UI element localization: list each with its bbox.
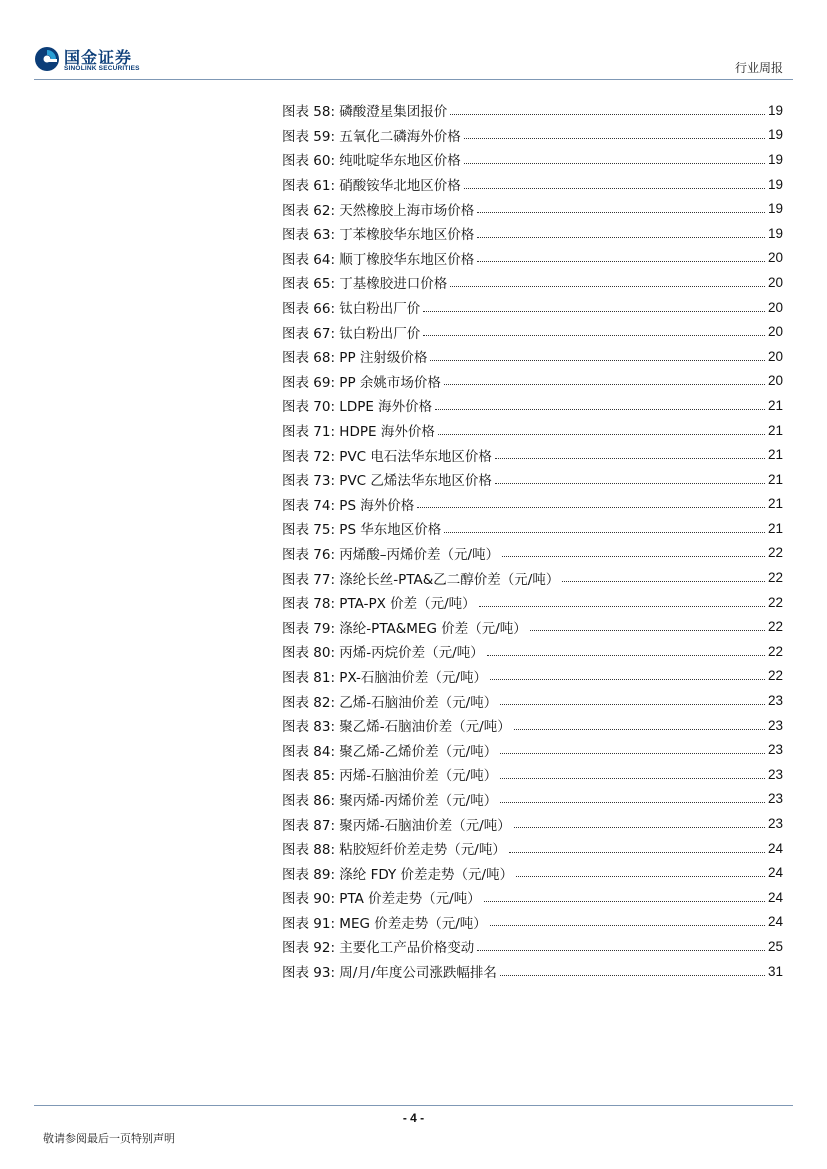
- toc-dot-leader: [495, 458, 765, 459]
- toc-entry-label: 图表 71: HDPE 海外价格: [282, 424, 435, 441]
- toc-entry-label: 图表 68: PP 注射级价格: [282, 350, 428, 367]
- toc-entry[interactable]: [282, 172, 783, 197]
- toc-dot-leader: [490, 925, 765, 926]
- toc-entry[interactable]: [282, 492, 783, 517]
- toc-dot-leader: [500, 753, 765, 754]
- toc-entry[interactable]: [282, 98, 783, 123]
- logo-english-name: SINOLINK SECURITIES: [64, 65, 140, 72]
- toc-dot-leader: [435, 409, 765, 410]
- toc-entry-page: 21: [767, 471, 783, 487]
- toc-entry-page: 24: [767, 914, 783, 930]
- toc-entry-page: 19: [767, 151, 783, 167]
- toc-entry-label: 图表 61: 硝酸铵华北地区价格: [282, 178, 461, 195]
- toc-dot-leader: [477, 261, 765, 262]
- toc-entry-page: 19: [767, 102, 783, 118]
- toc-entry-label: 图表 64: 顺丁橡胶华东地区价格: [282, 251, 475, 268]
- header-divider: [34, 79, 793, 80]
- toc-entry-label: 图表 86: 聚丙烯-丙烯价差（元/吨）: [282, 792, 498, 809]
- toc-dot-leader: [500, 975, 765, 976]
- toc-entry[interactable]: [282, 295, 783, 320]
- toc-entry[interactable]: [282, 565, 783, 590]
- toc-entry-page: 19: [767, 225, 783, 241]
- toc-dot-leader: [444, 532, 765, 533]
- toc-entry[interactable]: [282, 664, 783, 689]
- toc-entry-page: 24: [767, 840, 783, 856]
- toc-entry[interactable]: [282, 123, 783, 148]
- toc-entry-page: 21: [767, 496, 783, 512]
- toc-entry-label: 图表 80: 丙烯-丙烷价差（元/吨）: [282, 645, 484, 662]
- toc-entry-page: 24: [767, 889, 783, 905]
- toc-entry[interactable]: [282, 541, 783, 566]
- toc-dot-leader: [417, 507, 765, 508]
- toc-dot-leader: [500, 704, 765, 705]
- toc-entry-page: 31: [767, 963, 783, 979]
- toc-entry-page: 20: [767, 250, 783, 266]
- toc-dot-leader: [514, 729, 765, 730]
- toc-entry-label: 图表 89: 涤纶 FDY 价差走势（元/吨）: [282, 866, 514, 883]
- toc-dot-leader: [444, 384, 765, 385]
- toc-dot-leader: [495, 483, 765, 484]
- toc-entry[interactable]: [282, 713, 783, 738]
- toc-entry[interactable]: [282, 836, 783, 861]
- page-header: [0, 0, 827, 80]
- toc-entry-label: 图表 81: PX-石脑油价差（元/吨）: [282, 669, 487, 686]
- toc-entry[interactable]: [282, 467, 783, 492]
- toc-entry-page: 19: [767, 201, 783, 217]
- toc-entry-label: 图表 59: 五氧化二磷海外价格: [282, 128, 461, 145]
- toc-dot-leader: [479, 606, 765, 607]
- toc-entry-page: 22: [767, 570, 783, 586]
- toc-entry-page: 21: [767, 397, 783, 413]
- sinolink-logo-icon: [34, 46, 60, 72]
- toc-entry-label: 图表 79: 涤纶-PTA&MEG 价差（元/吨）: [282, 620, 527, 637]
- toc-entry[interactable]: [282, 959, 783, 984]
- toc-entry[interactable]: [282, 246, 783, 271]
- toc-entry-page: 20: [767, 373, 783, 389]
- company-logo: [34, 44, 174, 78]
- toc-dot-leader: [438, 434, 765, 435]
- toc-dot-leader: [500, 802, 765, 803]
- toc-entry-page: 19: [767, 176, 783, 192]
- toc-entry-page: 19: [767, 127, 783, 143]
- toc-entry-label: 图表 93: 周/月/年度公司涨跌幅排名: [282, 965, 497, 982]
- toc-entry-page: 23: [767, 766, 783, 782]
- toc-dot-leader: [423, 311, 765, 312]
- toc-dot-leader: [477, 237, 765, 238]
- toc-entry[interactable]: [282, 762, 783, 787]
- toc-entry[interactable]: [282, 639, 783, 664]
- toc-entry[interactable]: [282, 934, 783, 959]
- toc-entry-label: 图表 65: 丁基橡胶进口价格: [282, 276, 448, 293]
- toc-dot-leader: [516, 876, 765, 877]
- toc-entry-page: 20: [767, 324, 783, 340]
- toc-entry[interactable]: [282, 442, 783, 467]
- toc-entry-label: 图表 66: 钛白粉出厂价: [282, 301, 421, 318]
- toc-dot-leader: [450, 114, 765, 115]
- toc-entry[interactable]: [282, 147, 783, 172]
- toc-entry-label: 图表 70: LDPE 海外价格: [282, 399, 433, 416]
- disclaimer-text: 敬请参阅最后一页特别声明: [43, 1132, 175, 1145]
- toc-entry-page: 22: [767, 643, 783, 659]
- toc-entry[interactable]: [282, 270, 783, 295]
- toc-entry-label: 图表 75: PS 华东地区价格: [282, 522, 442, 539]
- toc-entry-label: 图表 85: 丙烯-石脑油价差（元/吨）: [282, 768, 498, 785]
- toc-entry-label: 图表 84: 聚乙烯-乙烯价差（元/吨）: [282, 743, 498, 760]
- toc-entry[interactable]: [282, 221, 783, 246]
- toc-dot-leader: [450, 286, 765, 287]
- toc-entry-page: 23: [767, 816, 783, 832]
- toc-entry[interactable]: [282, 590, 783, 615]
- toc-dot-leader: [490, 679, 765, 680]
- toc-entry[interactable]: [282, 344, 783, 369]
- figure-list: [282, 98, 783, 983]
- toc-entry-label: 图表 87: 聚丙烯-石脑油价差（元/吨）: [282, 817, 511, 834]
- toc-entry[interactable]: [282, 811, 783, 836]
- toc-entry[interactable]: [282, 418, 783, 443]
- toc-entry[interactable]: [282, 885, 783, 910]
- toc-entry-page: 22: [767, 619, 783, 635]
- toc-entry-page: 23: [767, 693, 783, 709]
- footer-divider: [34, 1105, 793, 1106]
- toc-entry-label: 图表 72: PVC 电石法华东地区价格: [282, 448, 492, 465]
- toc-dot-leader: [464, 163, 765, 164]
- toc-entry[interactable]: [282, 910, 783, 935]
- toc-entry[interactable]: [282, 614, 783, 639]
- page-number: - 4 -: [402, 1111, 425, 1125]
- toc-entry-label: 图表 76: 丙烯酸–丙烯价差（元/吨）: [282, 546, 500, 563]
- toc-entry-page: 22: [767, 594, 783, 610]
- toc-entry[interactable]: [282, 737, 783, 762]
- toc-entry[interactable]: [282, 369, 783, 394]
- toc-entry-label: 图表 88: 粘胶短纤价差走势（元/吨）: [282, 842, 506, 859]
- toc-dot-leader: [502, 556, 765, 557]
- toc-dot-leader: [487, 655, 765, 656]
- toc-entry[interactable]: [282, 860, 783, 885]
- toc-dot-leader: [530, 630, 765, 631]
- toc-entry[interactable]: [282, 787, 783, 812]
- toc-entry-page: 21: [767, 447, 783, 463]
- toc-entry-label: 图表 62: 天然橡胶上海市场价格: [282, 202, 475, 219]
- toc-entry-page: 24: [767, 865, 783, 881]
- toc-dot-leader: [477, 212, 765, 213]
- report-type-label: 行业周报: [734, 61, 783, 75]
- toc-entry-page: 20: [767, 274, 783, 290]
- toc-entry-label: 图表 82: 乙烯-石脑油价差（元/吨）: [282, 694, 498, 711]
- toc-entry-page: 23: [767, 791, 783, 807]
- toc-dot-leader: [509, 852, 765, 853]
- toc-entry-label: 图表 69: PP 余姚市场价格: [282, 374, 441, 391]
- toc-entry-label: 图表 74: PS 海外价格: [282, 497, 415, 514]
- toc-dot-leader: [423, 335, 765, 336]
- toc-entry-page: 20: [767, 299, 783, 315]
- toc-entry-page: 20: [767, 348, 783, 364]
- toc-entry-label: 图表 67: 钛白粉出厂价: [282, 325, 421, 342]
- toc-entry-label: 图表 92: 主要化工产品价格变动: [282, 940, 475, 957]
- toc-dot-leader: [477, 950, 765, 951]
- toc-entry-label: 图表 73: PVC 乙烯法华东地区价格: [282, 473, 492, 490]
- toc-dot-leader: [464, 138, 765, 139]
- toc-dot-leader: [484, 901, 765, 902]
- toc-entry-page: 22: [767, 545, 783, 561]
- toc-dot-leader: [514, 827, 765, 828]
- toc-entry-label: 图表 77: 涤纶长丝-PTA&乙二醇价差（元/吨）: [282, 571, 560, 588]
- toc-dot-leader: [562, 581, 765, 582]
- toc-entry-label: 图表 58: 磷酸澄星集团报价: [282, 104, 448, 121]
- toc-dot-leader: [430, 360, 765, 361]
- toc-entry[interactable]: [282, 516, 783, 541]
- logo-chinese-name: 国金证券: [64, 48, 133, 67]
- toc-entry[interactable]: [282, 319, 783, 344]
- toc-entry-page: 22: [767, 668, 783, 684]
- toc-entry-label: 图表 91: MEG 价差走势（元/吨）: [282, 915, 487, 932]
- toc-entry-label: 图表 90: PTA 价差走势（元/吨）: [282, 891, 481, 908]
- toc-entry-page: 21: [767, 422, 783, 438]
- toc-entry-label: 图表 60: 纯吡啶华东地区价格: [282, 153, 461, 170]
- toc-entry-label: 图表 78: PTA-PX 价差（元/吨）: [282, 596, 476, 613]
- toc-entry-page: 21: [767, 520, 783, 536]
- toc-entry-label: 图表 83: 聚乙烯-石脑油价差（元/吨）: [282, 719, 511, 736]
- toc-entry[interactable]: [282, 196, 783, 221]
- toc-dot-leader: [500, 778, 765, 779]
- toc-entry-page: 25: [767, 938, 783, 954]
- toc-entry-page: 23: [767, 742, 783, 758]
- toc-entry[interactable]: [282, 393, 783, 418]
- toc-entry[interactable]: [282, 688, 783, 713]
- toc-entry-label: 图表 63: 丁苯橡胶华东地区价格: [282, 227, 475, 244]
- toc-entry-page: 23: [767, 717, 783, 733]
- toc-dot-leader: [464, 188, 765, 189]
